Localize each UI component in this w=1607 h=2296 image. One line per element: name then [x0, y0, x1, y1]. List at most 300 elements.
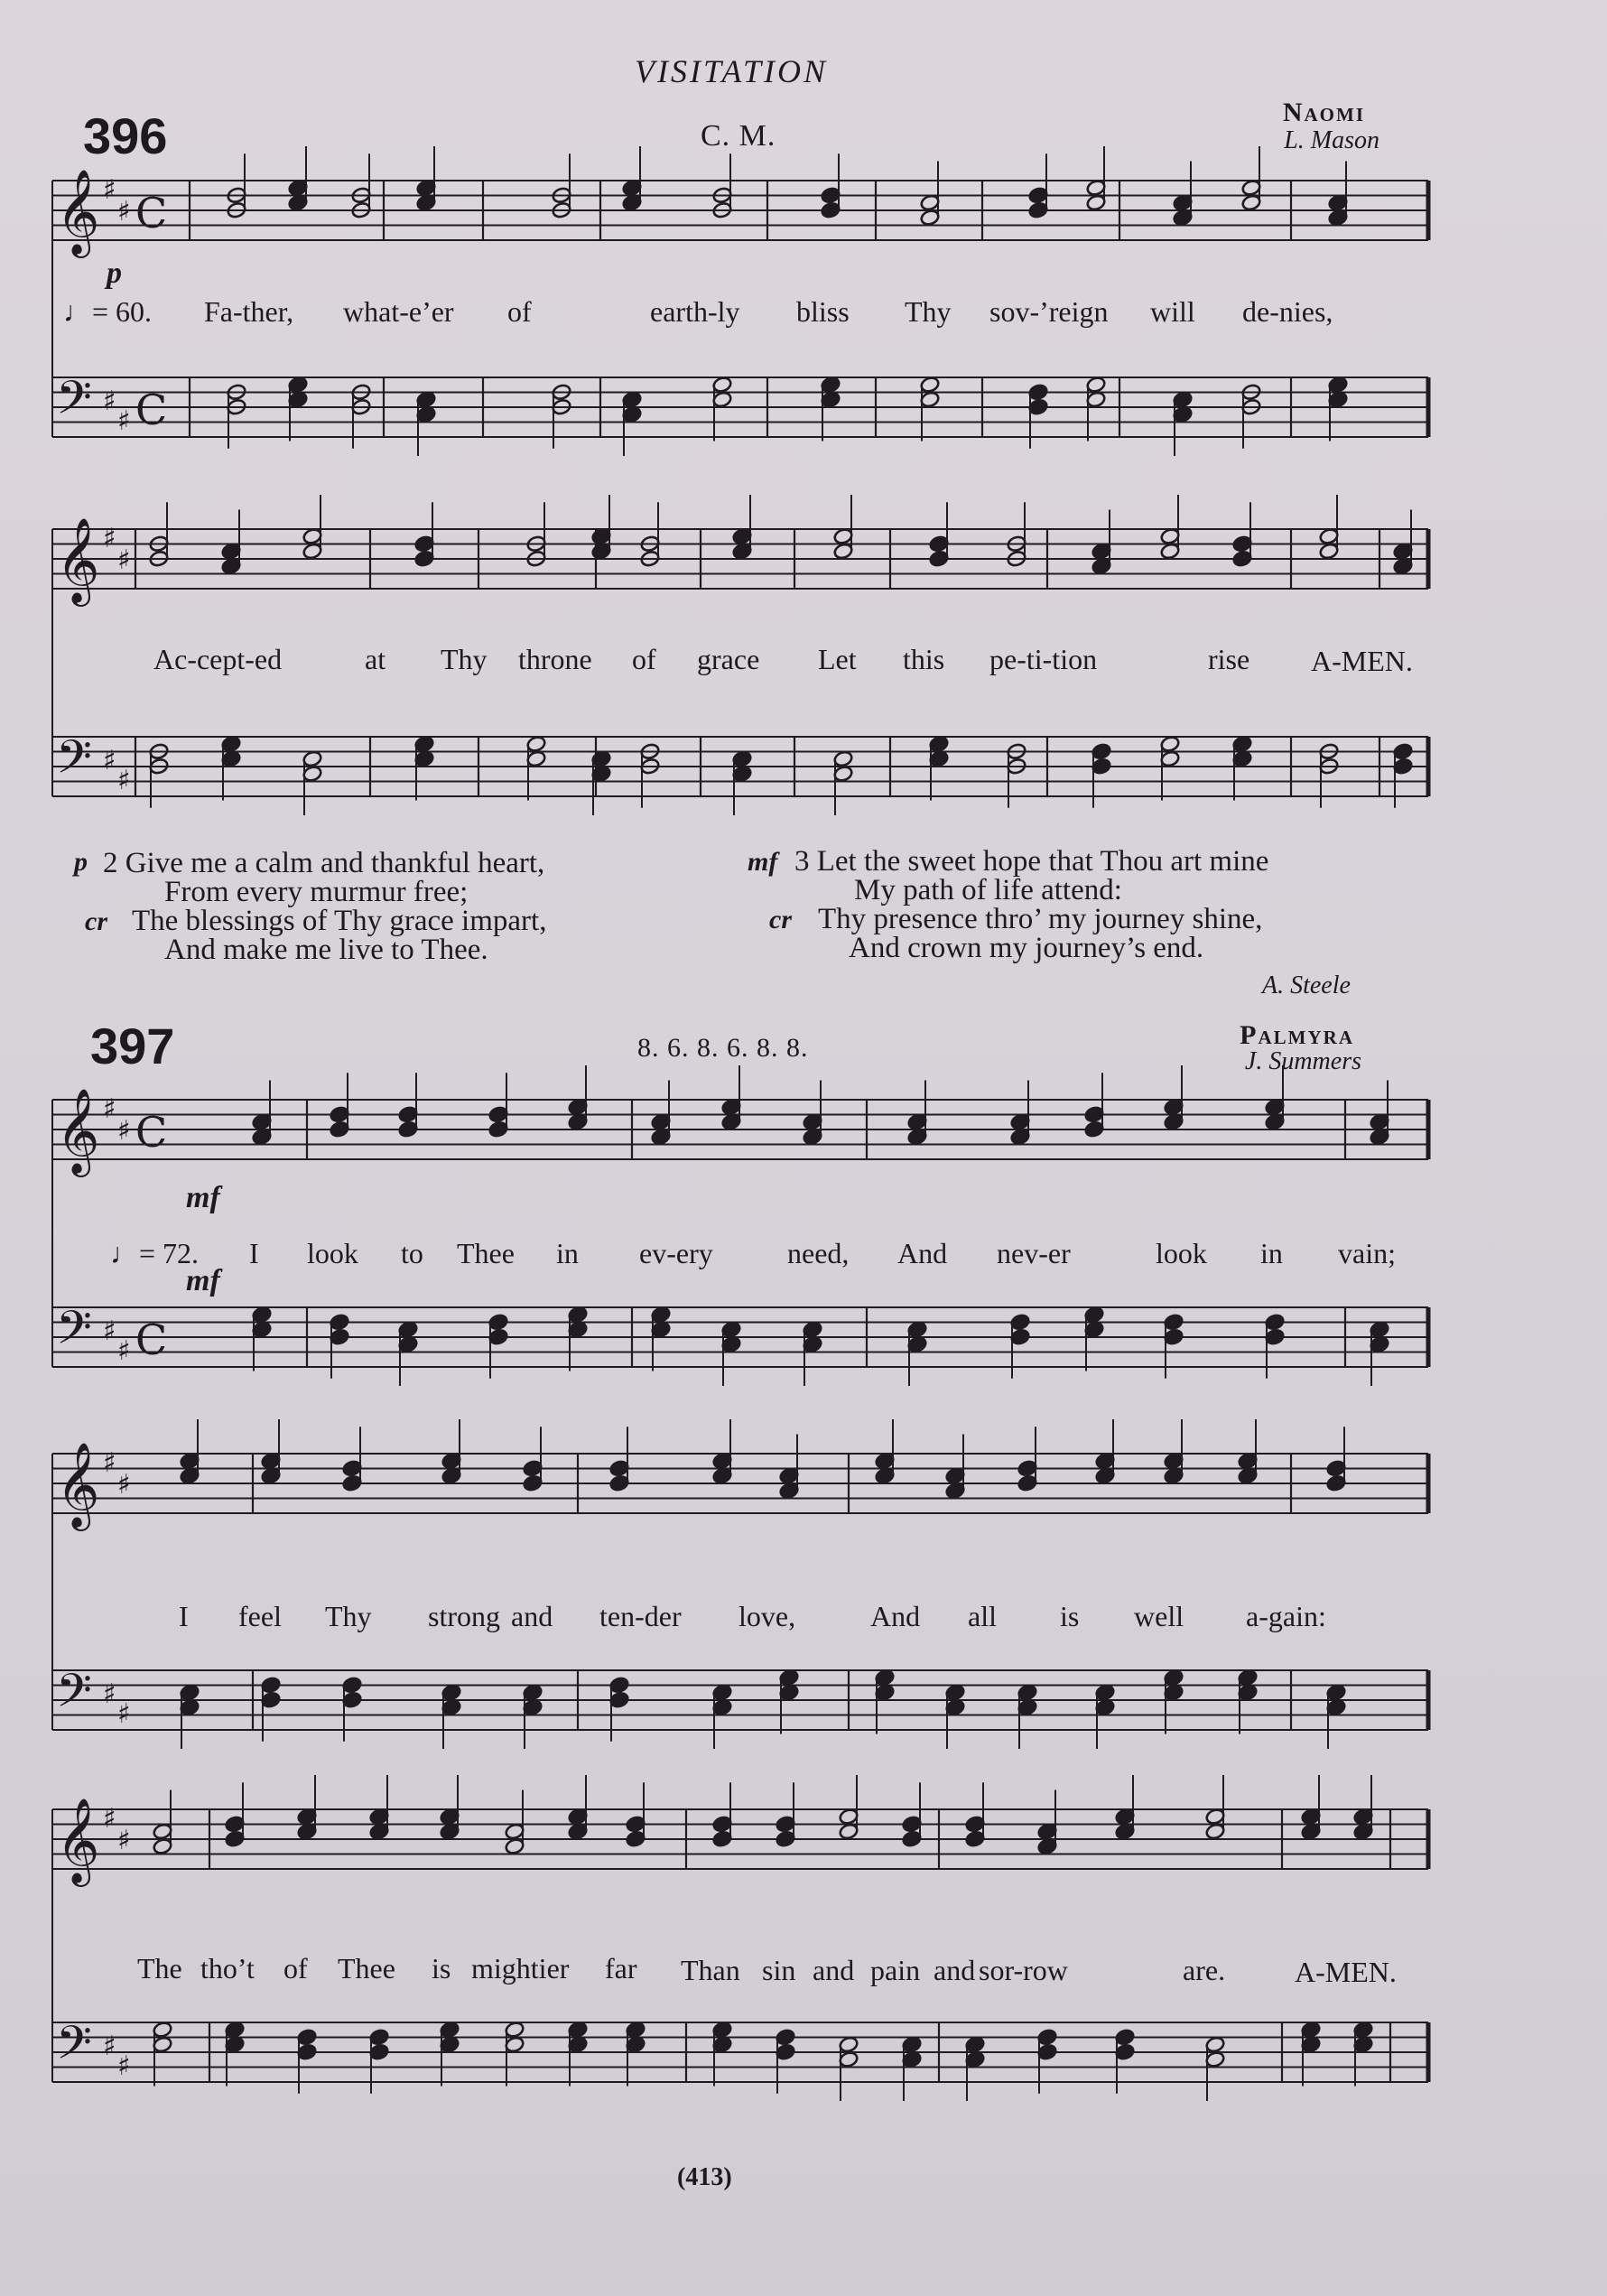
common-time-icon: C [135, 1315, 168, 1364]
note-head [651, 1128, 672, 1146]
lyric-word: is [1060, 1600, 1080, 1632]
note-head [1115, 1823, 1136, 1841]
lyric-word: love, [738, 1600, 796, 1632]
note-head [712, 1815, 733, 1833]
note-head [1091, 557, 1112, 575]
note-head [1037, 1837, 1058, 1855]
note-head [839, 1823, 859, 1841]
note-head [416, 194, 437, 212]
note-head [1160, 735, 1181, 753]
bass-clef-icon: 𝄢 [56, 2015, 92, 2081]
note-head [225, 2036, 246, 2054]
sharp-icon: ♯ [103, 523, 116, 554]
note-head [1091, 758, 1112, 776]
note-head [1028, 186, 1049, 204]
composer-396: L. Mason [1284, 126, 1379, 154]
note-head [414, 550, 435, 568]
lyric-word: ten-der [599, 1600, 682, 1632]
note-head [1173, 391, 1194, 409]
note-head [712, 1830, 733, 1848]
bass-clef-icon: 𝄢 [56, 370, 92, 436]
note-head [1095, 1698, 1116, 1716]
note-head [833, 765, 854, 783]
note-head [1010, 1113, 1031, 1131]
note-head [180, 1467, 200, 1485]
note-head [839, 1808, 859, 1826]
note-head [622, 405, 643, 423]
verse-mark: mf [748, 847, 778, 877]
note-head [965, 1830, 986, 1848]
note-head [330, 1313, 350, 1331]
note-head [505, 2021, 525, 2039]
note-head [398, 1105, 419, 1123]
note-head [712, 376, 733, 394]
note-head [261, 1676, 282, 1694]
note-head [369, 1823, 390, 1841]
note-head [252, 1113, 273, 1131]
note-head [297, 2043, 318, 2061]
note-head [622, 179, 643, 197]
note-head [1160, 527, 1181, 545]
verse-line: Thy presence thro’ my journey shine, [818, 903, 1263, 935]
lyric-word: vain; [1338, 1237, 1396, 1269]
note-head [833, 750, 854, 768]
common-time-icon: C [135, 1108, 168, 1157]
note-head [1319, 543, 1340, 561]
note-head [1164, 1113, 1184, 1131]
note-head [488, 1105, 509, 1123]
note-head [776, 1830, 796, 1848]
note-head [568, 1823, 589, 1841]
sharp-icon: ♯ [117, 405, 131, 437]
dynamic-marking-bass: mf [186, 1264, 220, 1297]
lyric-word: at [365, 643, 386, 675]
note-head [416, 179, 437, 197]
dynamic-marking: p [107, 256, 122, 290]
note-head [1265, 1098, 1286, 1116]
note-head [1095, 1467, 1116, 1485]
lyric-word: Thy [325, 1600, 372, 1632]
note-head [398, 1321, 419, 1339]
note-head [712, 1684, 733, 1702]
lyric-word: grace [697, 643, 760, 675]
note-head [1091, 543, 1112, 561]
lyric-word: Let [818, 643, 857, 675]
note-head [1370, 1128, 1390, 1146]
note-head [440, 1808, 460, 1826]
note-head [288, 179, 309, 197]
note-head [902, 1815, 923, 1833]
common-time-icon: C [135, 386, 168, 434]
lyric-word: tho’t [200, 1952, 255, 1985]
note-head [945, 1698, 966, 1716]
bass-clef-icon: 𝄢 [56, 730, 92, 795]
lyric-word: earth-ly [650, 295, 740, 328]
note-head [732, 765, 753, 783]
note-head [330, 1105, 350, 1123]
note-head [221, 543, 242, 561]
note-head [153, 2036, 173, 2054]
note-head [1205, 1823, 1226, 1841]
verse-line: And crown my journey’s end. [849, 932, 1204, 964]
note-head [568, 2036, 589, 2054]
note-head [920, 391, 941, 409]
note-head [1095, 1452, 1116, 1470]
note-head [1091, 742, 1112, 760]
note-head [1238, 1467, 1259, 1485]
note-head [1115, 2028, 1136, 2046]
note-head [330, 1328, 350, 1346]
lyric-word: feel [238, 1600, 282, 1632]
lyric-word: is [432, 1952, 451, 1985]
sharp-icon: ♯ [117, 1335, 131, 1367]
amen-397: A-MEN. [1295, 1956, 1397, 1988]
note-head [1115, 1808, 1136, 1826]
note-head [225, 2021, 246, 2039]
note-head [398, 1335, 419, 1353]
lyric-word: look [307, 1237, 358, 1269]
note-head [622, 391, 643, 409]
note-head [1370, 1335, 1390, 1353]
note-head [732, 750, 753, 768]
note-head [591, 527, 612, 545]
hymn-author: A. Steele [1262, 971, 1351, 999]
note-head [1301, 2036, 1322, 2054]
note-head [441, 1684, 462, 1702]
note-head [1084, 1306, 1105, 1324]
note-head [945, 1467, 966, 1485]
note-head [1326, 1459, 1347, 1477]
tune-name-396: Naomi [1282, 98, 1365, 127]
note-head [1160, 543, 1181, 561]
note-head [1164, 1467, 1184, 1485]
note-head [1173, 209, 1194, 227]
note-head [523, 1474, 543, 1492]
treble-clef-icon: 𝄞 [56, 1442, 100, 1528]
note-head [712, 2036, 733, 2054]
note-head [288, 391, 309, 409]
note-head [875, 1452, 896, 1470]
tune-name-397: Palmyra [1240, 1020, 1354, 1050]
treble-clef-icon: 𝄞 [56, 169, 100, 255]
sharp-icon: ♯ [103, 1093, 116, 1125]
note-head [261, 1452, 282, 1470]
lyric-word: this [903, 643, 945, 675]
note-head [591, 765, 612, 783]
note-head [626, 2036, 646, 2054]
lyric-word: in [556, 1237, 579, 1269]
note-head [591, 750, 612, 768]
note-head [488, 1120, 509, 1139]
lyric-word: pe-ti-tion [989, 643, 1098, 675]
note-head [721, 1113, 742, 1131]
note-head [1370, 1113, 1390, 1131]
note-head [1326, 1698, 1347, 1716]
note-head [1017, 1684, 1038, 1702]
note-head [779, 1684, 800, 1702]
lyric-word: And [870, 1600, 921, 1632]
sharp-icon: ♯ [117, 1469, 131, 1501]
note-head [1265, 1113, 1286, 1131]
verse-mark: cr [769, 905, 792, 934]
sharp-icon: ♯ [117, 2050, 131, 2082]
note-head [302, 527, 323, 545]
note-head [920, 376, 941, 394]
lyric-word: mightier [471, 1952, 570, 1985]
lyric-word: de-nies, [1242, 295, 1333, 328]
note-head [252, 1306, 273, 1324]
lyric-word: are. [1183, 1954, 1226, 1986]
note-head [1301, 1808, 1322, 1826]
lyric-word: to [401, 1237, 423, 1269]
note-head [626, 2021, 646, 2039]
note-head [712, 2021, 733, 2039]
lyric-word: sov-’reign [989, 295, 1109, 328]
note-head [1393, 758, 1414, 776]
note-head [1301, 2021, 1322, 2039]
note-head [779, 1669, 800, 1687]
note-head [505, 1837, 525, 1855]
note-head [902, 2050, 923, 2068]
lyric-word: of [283, 1952, 308, 1985]
note-head [1353, 1823, 1374, 1841]
note-head [342, 1691, 363, 1709]
note-head [526, 750, 547, 768]
note-head [1164, 1669, 1184, 1687]
note-head [523, 1684, 543, 1702]
note-head [1164, 1684, 1184, 1702]
note-head [776, 2028, 796, 2046]
note-head [721, 1335, 742, 1353]
note-head [441, 1452, 462, 1470]
note-head [1353, 2036, 1374, 2054]
note-head [1037, 2028, 1058, 2046]
note-head [803, 1335, 823, 1353]
note-head [1370, 1321, 1390, 1339]
note-head [302, 765, 323, 783]
verse-line: The blessings of Thy grace impart, [132, 905, 547, 937]
note-head [712, 1467, 733, 1485]
lyric-word: of [632, 643, 656, 675]
note-head [803, 1128, 823, 1146]
note-head [1086, 391, 1107, 409]
sharp-icon: ♯ [103, 745, 116, 776]
sharp-icon: ♯ [117, 1825, 131, 1856]
note-head [568, 1113, 589, 1131]
note-head [821, 376, 841, 394]
note-head [1326, 1474, 1347, 1492]
note-head [1037, 1823, 1058, 1841]
note-head [523, 1459, 543, 1477]
note-head [712, 391, 733, 409]
lyric-word: rise [1208, 643, 1250, 675]
sharp-icon: ♯ [117, 1115, 131, 1147]
lyric-word: and [511, 1600, 553, 1632]
note-head [526, 735, 547, 753]
note-head [1353, 1808, 1374, 1826]
sharp-icon: ♯ [103, 1315, 116, 1347]
note-head [252, 1128, 273, 1146]
note-head [1232, 750, 1253, 768]
note-head [902, 2036, 923, 2054]
note-head [505, 1823, 525, 1841]
note-head [1086, 179, 1107, 197]
note-head [221, 557, 242, 575]
verse-line: From every murmur free; [164, 876, 469, 908]
lyric-word: nev-er [997, 1237, 1071, 1269]
note-head [1265, 1328, 1286, 1346]
note-head [297, 2028, 318, 2046]
note-head [1238, 1452, 1259, 1470]
lyric-word: a-gain: [1246, 1600, 1326, 1632]
note-head [1160, 750, 1181, 768]
sharp-icon: ♯ [103, 174, 116, 206]
note-head [929, 550, 950, 568]
lyric-word: Fa-ther, [204, 295, 294, 328]
note-head [1353, 2021, 1374, 2039]
note-head [651, 1306, 672, 1324]
note-head [261, 1467, 282, 1485]
lyric-word: And [897, 1237, 948, 1269]
lyric-word: Thy [905, 295, 952, 328]
note-head [626, 1815, 646, 1833]
note-head [779, 1467, 800, 1485]
amen-396: A-MEN. [1311, 645, 1413, 677]
sharp-icon: ♯ [103, 386, 116, 417]
note-head [609, 1474, 630, 1492]
note-head [907, 1128, 928, 1146]
lyric-word: look [1156, 1237, 1207, 1269]
note-head [776, 1815, 796, 1833]
note-head [1301, 1823, 1322, 1841]
note-head [1205, 2036, 1226, 2054]
page-number: (413) [677, 2163, 732, 2191]
verse-mark: cr [85, 906, 107, 936]
note-head [297, 1823, 318, 1841]
note-head [440, 2036, 460, 2054]
sharp-icon: ♯ [117, 544, 131, 576]
note-head [568, 2021, 589, 2039]
lyric-word: Thee [457, 1237, 515, 1269]
note-head [929, 735, 950, 753]
section-title: VISITATION [635, 53, 828, 89]
dynamic-marking: mf [186, 1181, 220, 1214]
treble-clef-icon: 𝄞 [56, 1088, 100, 1174]
note-head [568, 1306, 589, 1324]
note-head [153, 1837, 173, 1855]
note-head [965, 1815, 986, 1833]
lyric-word: well [1134, 1600, 1184, 1632]
note-head [803, 1321, 823, 1339]
note-head [488, 1328, 509, 1346]
note-head [875, 1684, 896, 1702]
lyric-word: and [813, 1954, 855, 1986]
note-head [302, 543, 323, 561]
note-head [1010, 1328, 1031, 1346]
note-head [568, 1321, 589, 1339]
note-head [875, 1669, 896, 1687]
note-head [1205, 1808, 1226, 1826]
note-head [1017, 1698, 1038, 1716]
note-head [416, 405, 437, 423]
note-head [1393, 742, 1414, 760]
note-head [180, 1452, 200, 1470]
note-head [1086, 376, 1107, 394]
lyric-word: I [179, 1600, 189, 1632]
note-head [398, 1120, 419, 1139]
note-head [609, 1459, 630, 1477]
note-head [626, 1830, 646, 1848]
note-head [1028, 383, 1049, 401]
note-head [907, 1321, 928, 1339]
note-head [441, 1698, 462, 1716]
note-head [1319, 527, 1340, 545]
note-head [1164, 1452, 1184, 1470]
note-head [1393, 543, 1414, 561]
note-head [297, 1808, 318, 1826]
note-head [1173, 405, 1194, 423]
note-head [252, 1321, 273, 1339]
note-head [1084, 1120, 1105, 1139]
lyric-word: The [137, 1952, 182, 1985]
composer-397: J. Summers [1244, 1047, 1361, 1075]
note-head [342, 1676, 363, 1694]
note-head [839, 2036, 859, 2054]
note-head [488, 1313, 509, 1331]
note-head [651, 1321, 672, 1339]
note-head [416, 391, 437, 409]
hymn-number-397: 397 [90, 1018, 175, 1074]
note-head [920, 194, 941, 212]
note-head [221, 750, 242, 768]
note-head [712, 1452, 733, 1470]
tempo-marking: ♩= 72. [110, 1237, 200, 1269]
note-head [441, 1467, 462, 1485]
note-head [1164, 1313, 1184, 1331]
lyric-word: will [1150, 295, 1195, 328]
note-head [1238, 1684, 1259, 1702]
note-head [965, 2050, 986, 2068]
bass-clef-icon: 𝄢 [56, 1300, 92, 1366]
note-head [568, 1808, 589, 1826]
note-head [1164, 1098, 1184, 1116]
note-head [414, 534, 435, 553]
note-head [330, 1120, 350, 1139]
note-head [414, 735, 435, 753]
note-head [1232, 534, 1253, 553]
note-head [965, 2036, 986, 2054]
note-head [907, 1335, 928, 1353]
sharp-icon: ♯ [117, 196, 131, 228]
note-head [839, 2050, 859, 2068]
note-head [907, 1113, 928, 1131]
common-time-icon: C [135, 189, 168, 237]
meter-396: C. M. [701, 119, 776, 153]
sharp-icon: ♯ [103, 2031, 116, 2062]
note-head [1037, 2043, 1058, 2061]
lyric-word: I [249, 1237, 259, 1269]
note-head [1328, 194, 1349, 212]
note-head [779, 1482, 800, 1500]
verse-line: 3 Let the sweet hope that Thou art mine [794, 845, 1269, 878]
note-head [1205, 2050, 1226, 2068]
sharp-icon: ♯ [117, 765, 131, 796]
note-head [945, 1482, 966, 1500]
note-head [929, 750, 950, 768]
lyric-word: Thy [441, 643, 488, 675]
note-head [1028, 398, 1049, 416]
lyric-word: sin [762, 1954, 796, 1986]
